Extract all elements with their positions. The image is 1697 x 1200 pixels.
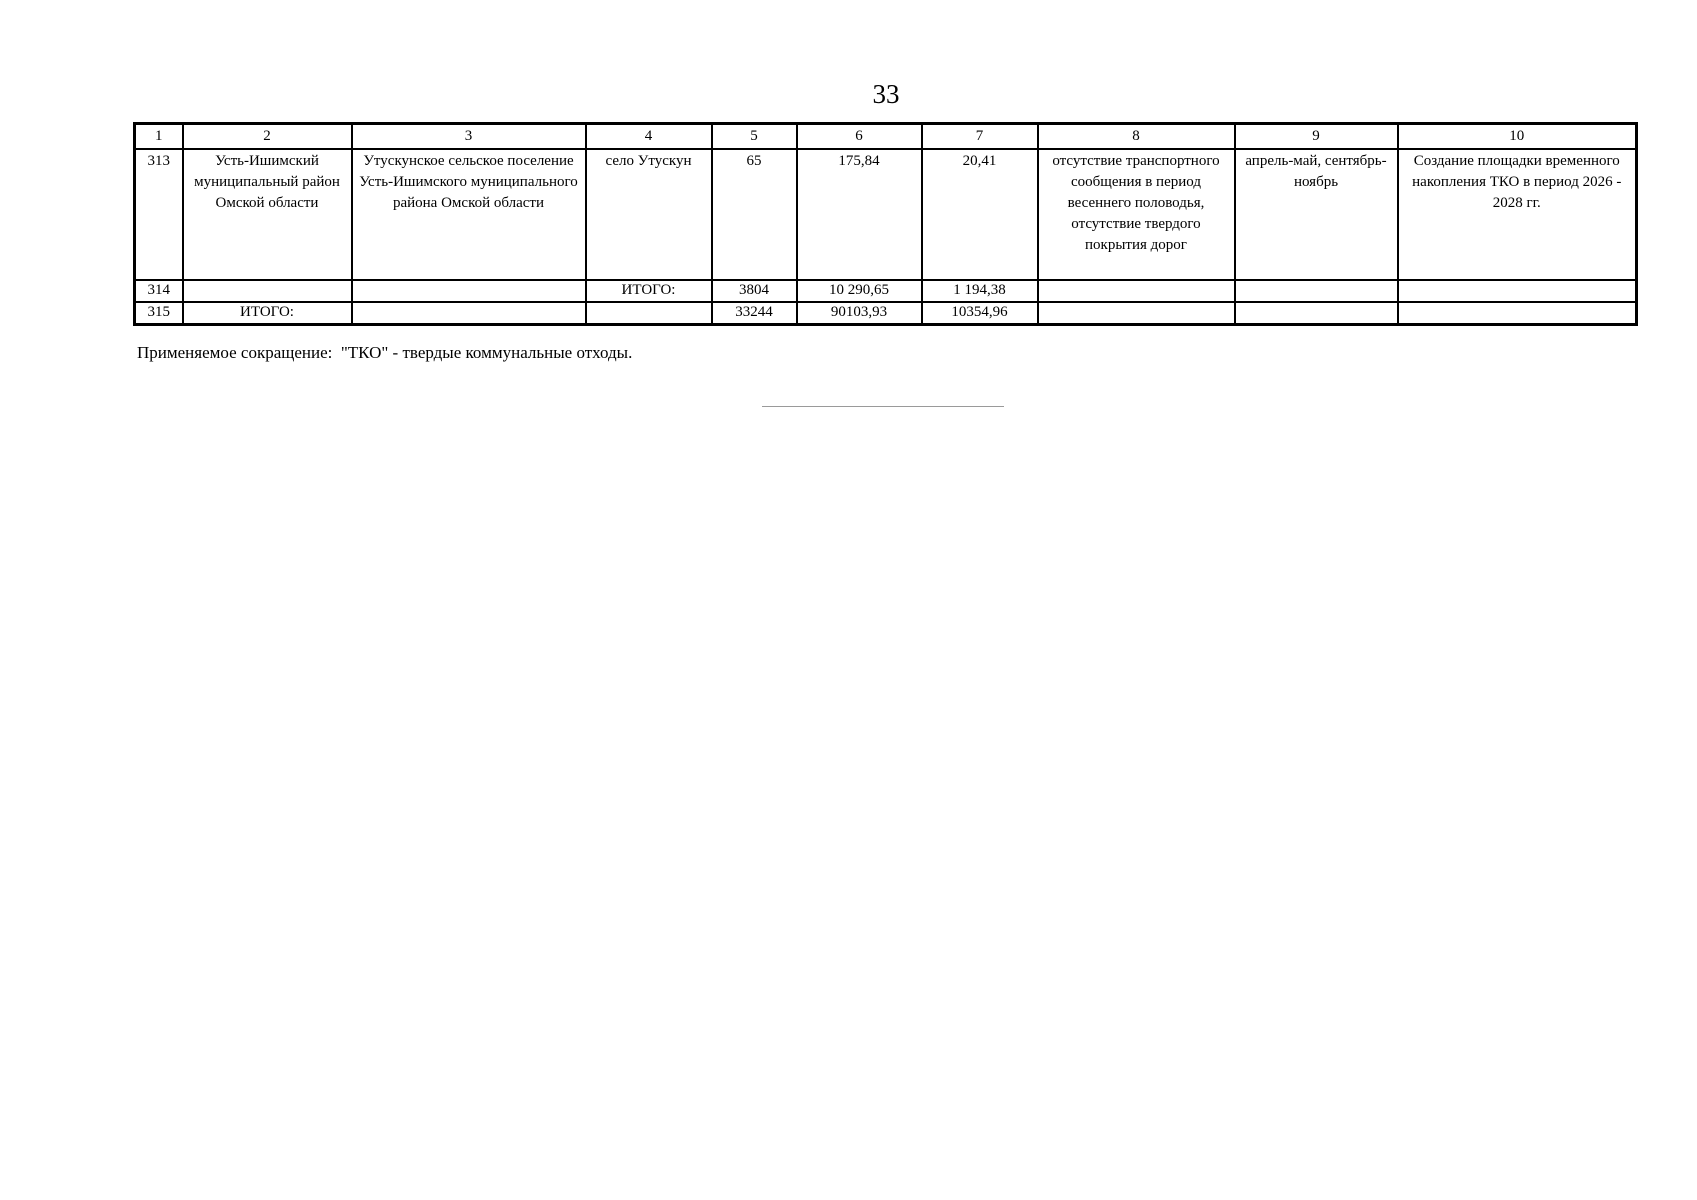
reason-cell: отсутствие транспортного сообщения в период весеннего половодья, отсутствие твердого покрытия дорог [1038,149,1235,280]
empty-cell [183,280,352,302]
abbreviation-footnote: Применяемое сокращение: "ТКО" - твердые коммунальные отходы. [137,343,633,362]
settlement-cell: Утускунское сельское поселение Усть-Ишимского муниципального района Омской области [352,149,586,280]
column-header: 5 [712,124,797,150]
row-number-cell: 314 [135,280,183,302]
page-number: 33 [872,79,900,109]
value-cell-6: 175,84 [797,149,922,280]
total-label: ИТОГО: [183,302,352,325]
empty-cell [1235,302,1398,325]
registry-table [133,122,1638,326]
empty-cell [586,302,712,325]
total-value-6: 90103,93 [797,302,922,325]
table-row [135,149,1637,280]
period-cell: апрель-май, сентябрь-ноябрь [1235,149,1398,280]
column-header: 4 [586,124,712,150]
value-cell-7: 20,41 [922,149,1038,280]
column-header: 8 [1038,124,1235,150]
row-number-cell: 315 [135,302,183,325]
end-divider [762,406,1004,407]
total-row [135,302,1637,325]
column-header: 6 [797,124,922,150]
district-cell: Усть-Ишимский муниципальный район Омской области [183,149,352,280]
subtotal-value-6: 10 290,65 [797,280,922,302]
column-header: 9 [1235,124,1398,150]
subtotal-population: 3804 [712,280,797,302]
registry-table-container [133,122,1635,326]
column-header: 3 [352,124,586,150]
subtotal-row [135,280,1637,302]
empty-cell [1235,280,1398,302]
subtotal-value-7: 1 194,38 [922,280,1038,302]
empty-cell [1038,302,1235,325]
row-number-cell: 313 [135,149,183,280]
locality-cell: село Утускун [586,149,712,280]
empty-cell [1398,280,1637,302]
empty-cell [1398,302,1637,325]
empty-cell [352,280,586,302]
column-header: 7 [922,124,1038,150]
column-header: 1 [135,124,183,150]
measure-cell: Создание площадки временного накопления ТКО в период 2026 - 2028 гг. [1398,149,1637,280]
total-value-7: 10354,96 [922,302,1038,325]
column-header: 2 [183,124,352,150]
column-header: 10 [1398,124,1637,150]
population-cell: 65 [712,149,797,280]
total-population: 33244 [712,302,797,325]
empty-cell [352,302,586,325]
empty-cell [1038,280,1235,302]
subtotal-label: ИТОГО: [586,280,712,302]
table-header-row [135,124,1637,150]
